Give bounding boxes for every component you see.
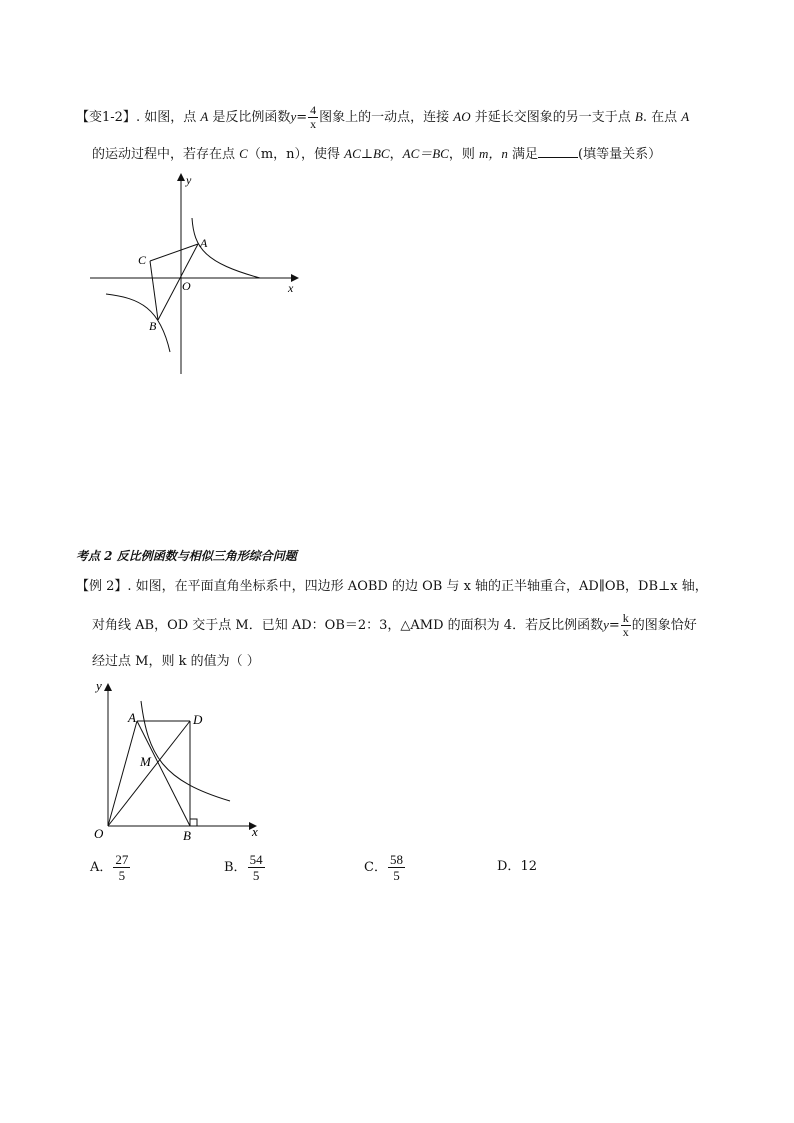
section-heading: 考点 2 反比例函数与相似三角形综合问题	[76, 549, 297, 563]
label-C: C	[138, 253, 147, 267]
option-a[interactable]: A． $\frac{27}{5}$	[90, 852, 129, 883]
hyperbola	[141, 701, 230, 801]
fraction-k-over-x: $\frac{k}{x}$	[622, 611, 629, 639]
label-M: M	[140, 754, 151, 769]
problem1-line1: 【变1-2】. 如图，点 A 是反比例函数y= $\frac{4}{x}$ 图象上的一动点，连接 AO 并延长交图象的另一支于点 B. 在点 A	[76, 103, 690, 131]
problem1-figure	[80, 168, 310, 380]
label-O: O	[94, 826, 104, 841]
label-B: B	[149, 319, 157, 333]
label-D: D	[193, 712, 203, 727]
problem2-line3: 经过点 M，则 k 的值为（ ）	[92, 654, 260, 669]
fraction-4-over-x: $\frac{4}{x}$	[310, 103, 317, 131]
label-y: y	[96, 678, 102, 693]
option-c[interactable]: C． $\frac{58}{5}$	[364, 852, 403, 883]
problem2-tag: 【例 2】	[76, 579, 128, 594]
option-b[interactable]: B． $\frac{54}{5}$	[224, 852, 263, 883]
problem2-line2: 对角线 AB，OD 交于点 M．已知 AD：OB＝2：3，△AMD 的面积为 4．若反比例函数y= $\frac{k}{x}$ 的图象恰好	[92, 611, 697, 639]
problem1-line2: 的运动过程中，若存在点 C（m，n），使得 AC⊥BC，AC＝BC，则 m，n 满足 (填等量关系）	[92, 146, 662, 162]
problem1-tag: 【变1-2】	[76, 110, 136, 125]
label-O: O	[182, 279, 191, 293]
label-y: y	[186, 173, 192, 187]
label-B: B	[183, 828, 191, 843]
diagonal-OD	[108, 721, 190, 826]
answer-blank[interactable]	[538, 145, 578, 158]
label-x: x	[252, 824, 258, 839]
problem2-figure	[88, 676, 268, 846]
label-A: A	[200, 236, 208, 250]
right-angle-mark	[190, 819, 197, 826]
segment-BC	[150, 261, 158, 320]
option-d[interactable]: D．12	[497, 859, 537, 874]
label-A: A	[128, 710, 136, 725]
segment-AB	[158, 244, 198, 320]
problem2-line1: 【例 2】. 如图，在平面直角坐标系中，四边形 AOBD 的边 OB 与 x 轴的正半轴重合，AD∥OB，DB⊥x 轴，	[76, 579, 708, 594]
diagonal-AB	[137, 721, 190, 826]
segment-OA	[108, 721, 137, 826]
label-x: x	[288, 281, 294, 295]
hyperbola-branch-2	[106, 294, 170, 352]
